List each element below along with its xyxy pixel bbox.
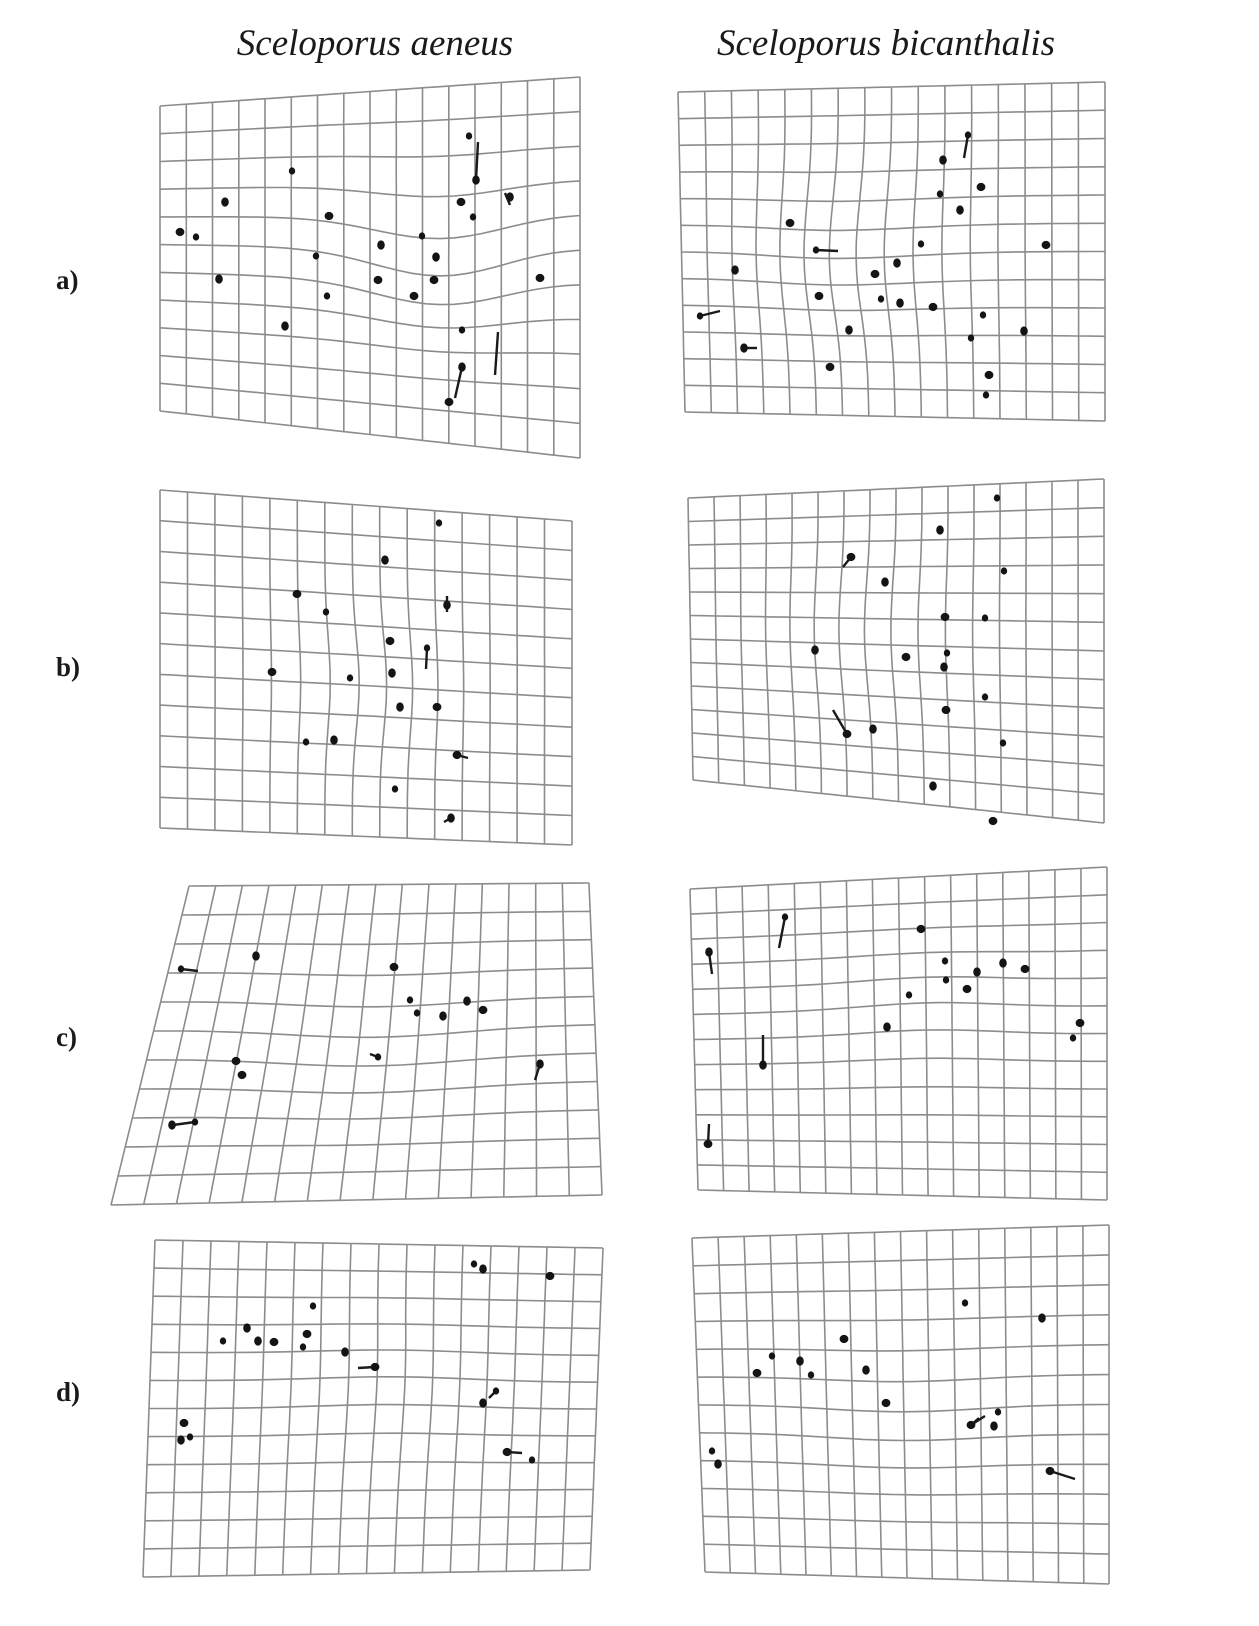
landmark-point — [967, 1421, 976, 1429]
landmark-point — [697, 312, 703, 319]
landmark-point — [917, 925, 926, 933]
grid-line-horizontal — [189, 883, 589, 886]
landmark-point — [929, 303, 938, 311]
landmark-point — [536, 1059, 544, 1068]
landmark-point — [862, 1365, 870, 1374]
landmark-point — [180, 1419, 189, 1427]
grid-line-horizontal — [150, 1377, 598, 1382]
grid-line-vertical — [275, 885, 323, 1202]
grid-line-vertical — [471, 884, 482, 1198]
landmark-point — [381, 555, 389, 564]
landmark-point — [994, 494, 1000, 501]
grid-line-vertical — [977, 874, 980, 1197]
grid-line-vertical — [1055, 870, 1056, 1199]
landmark-point — [221, 197, 229, 206]
grid-line-horizontal — [160, 767, 572, 787]
landmark-point — [1038, 1313, 1046, 1322]
grid-line-horizontal — [160, 797, 572, 815]
landmark-point — [843, 730, 852, 738]
landmark-point — [419, 232, 425, 239]
landmark-point — [390, 963, 399, 971]
row-label-b: b) — [56, 652, 81, 682]
landmark-point — [176, 228, 185, 236]
landmark-point — [168, 1120, 176, 1129]
landmark-point — [929, 781, 937, 790]
landmark-point — [944, 649, 950, 656]
grid-line-vertical — [144, 886, 216, 1205]
landmark-displacement-vector — [779, 917, 785, 948]
landmark-point — [983, 391, 989, 398]
grid-d-aeneus — [143, 1240, 603, 1577]
landmark-point — [300, 1343, 306, 1350]
grid-d-bicanthalis — [692, 1225, 1109, 1584]
landmark-point — [808, 1371, 814, 1378]
grid-line-vertical — [111, 886, 189, 1205]
landmark-point — [447, 813, 455, 822]
grid-line-vertical — [270, 498, 272, 832]
grid-line-vertical — [311, 1243, 323, 1574]
grid-line-horizontal — [160, 552, 572, 580]
grid-line-horizontal — [690, 616, 1104, 623]
grid-line-vertical — [589, 883, 602, 1195]
grid-line-vertical — [756, 90, 764, 414]
grid-line-horizontal — [111, 1195, 602, 1205]
landmark-point — [980, 311, 986, 318]
landmark-point — [1076, 1019, 1085, 1027]
grid-line-horizontal — [684, 359, 1105, 365]
landmark-point — [871, 270, 880, 278]
landmark-point — [883, 1022, 891, 1031]
landmark-point — [1020, 326, 1028, 335]
grid-line-vertical — [901, 1232, 908, 1579]
landmark-point — [270, 1338, 279, 1346]
grid-line-vertical — [951, 875, 954, 1196]
grid-line-vertical — [822, 1234, 831, 1576]
landmark-point — [769, 1352, 775, 1359]
landmark-point — [252, 951, 260, 960]
grid-line-horizontal — [151, 1350, 599, 1355]
landmark-point — [759, 1060, 767, 1069]
grid-line-horizontal — [149, 1405, 597, 1409]
grid-line-vertical — [406, 884, 429, 1199]
landmark-point — [1042, 241, 1051, 249]
landmark-point — [410, 292, 419, 300]
landmark-point — [1001, 567, 1007, 574]
landmark-point — [529, 1456, 535, 1463]
grid-line-vertical — [1031, 1227, 1034, 1581]
landmark-point — [506, 192, 514, 201]
grid-line-horizontal — [689, 536, 1104, 545]
grid-line-vertical — [506, 1247, 519, 1572]
landmark-point — [1021, 965, 1030, 973]
grid-line-horizontal — [680, 195, 1105, 201]
landmark-point — [893, 258, 901, 267]
landmark-point — [439, 1011, 447, 1020]
landmark-point — [941, 613, 950, 621]
landmark-point — [714, 1459, 722, 1468]
grid-line-vertical — [255, 1242, 267, 1575]
grid-line-horizontal — [691, 686, 1104, 708]
landmark-point — [813, 246, 819, 253]
grid-line-vertical — [794, 884, 800, 1193]
landmark-point — [939, 155, 947, 164]
grid-line-vertical — [407, 509, 412, 839]
grid-line-vertical — [340, 885, 376, 1201]
landmark-point — [432, 252, 440, 261]
grid-line-horizontal — [160, 582, 572, 609]
grid-line-vertical — [884, 87, 895, 417]
landmark-point — [942, 706, 951, 714]
landmark-point — [303, 1330, 312, 1338]
landmark-point — [1070, 1034, 1076, 1041]
landmark-point — [982, 614, 988, 621]
landmark-point — [479, 1264, 487, 1273]
landmark-displacement-vector — [495, 332, 498, 375]
landmark-point — [479, 1398, 487, 1407]
grid-line-horizontal — [160, 521, 572, 551]
landmark-point — [289, 167, 295, 174]
grid-line-horizontal — [160, 490, 572, 521]
grid-line-vertical — [1029, 871, 1031, 1198]
landmark-point — [840, 1335, 849, 1343]
grid-line-vertical — [209, 885, 269, 1203]
grid-line-horizontal — [682, 252, 1106, 259]
landmark-point — [942, 957, 948, 964]
landmark-point — [753, 1369, 762, 1377]
landmark-point — [493, 1387, 499, 1394]
landmark-point — [956, 205, 964, 214]
landmark-point — [1000, 739, 1006, 746]
landmark-point — [457, 198, 466, 206]
landmark-point — [193, 233, 199, 240]
landmark-point — [968, 334, 974, 341]
grid-line-vertical — [478, 1246, 491, 1572]
grid-a-bicanthalis — [678, 82, 1105, 421]
grid-line-vertical — [422, 1245, 435, 1573]
grid-line-vertical — [490, 515, 491, 842]
landmark-point — [936, 525, 944, 534]
landmark-point — [430, 276, 439, 284]
landmark-point — [323, 608, 329, 615]
landmark-displacement-vector — [455, 367, 462, 398]
landmark-point — [995, 1408, 1001, 1415]
landmark-point — [999, 958, 1007, 967]
grid-line-horizontal — [148, 1433, 595, 1436]
row-label-d: d) — [56, 1377, 81, 1407]
grid-line-horizontal — [139, 1082, 597, 1093]
grid-line-horizontal — [679, 139, 1105, 146]
grid-line-horizontal — [182, 911, 590, 915]
landmark-point — [811, 645, 819, 654]
grid-line-vertical — [504, 884, 509, 1197]
grid-line-horizontal — [682, 279, 1105, 285]
grid-line-horizontal — [689, 565, 1104, 569]
landmark-point — [396, 702, 404, 711]
grid-line-vertical — [872, 879, 877, 1194]
landmark-point — [347, 674, 353, 681]
landmark-point — [896, 298, 904, 307]
landmark-point — [963, 985, 972, 993]
grid-line-vertical — [242, 885, 296, 1202]
landmark-point — [392, 785, 398, 792]
landmark-point — [943, 976, 949, 983]
landmark-point — [503, 1448, 512, 1456]
landmark-point — [268, 668, 277, 676]
grid-line-vertical — [394, 1245, 407, 1574]
grid-line-vertical — [1005, 1228, 1008, 1581]
landmark-point — [881, 577, 889, 586]
grid-line-horizontal — [160, 705, 572, 727]
grid-line-horizontal — [168, 968, 593, 975]
landmark-point — [433, 703, 442, 711]
landmark-point — [962, 1299, 968, 1306]
landmark-point — [313, 252, 319, 259]
grid-line-vertical — [373, 884, 402, 1199]
grid-line-vertical — [979, 1229, 983, 1580]
landmark-point — [845, 325, 853, 334]
landmark-point — [371, 1363, 380, 1371]
landmark-point — [536, 274, 545, 282]
grid-line-vertical — [731, 91, 737, 413]
landmark-point — [882, 1399, 891, 1407]
landmark-point — [546, 1272, 555, 1280]
grid-line-horizontal — [681, 223, 1105, 230]
landmark-point — [796, 1356, 804, 1365]
landmark-point — [731, 265, 739, 274]
landmark-point — [324, 292, 330, 299]
landmark-point — [407, 996, 413, 1003]
landmark-point — [847, 553, 856, 561]
grid-line-vertical — [283, 1243, 295, 1575]
landmark-point — [704, 1140, 713, 1148]
landmark-point — [232, 1057, 241, 1065]
grid-line-vertical — [352, 505, 359, 836]
landmark-point — [453, 751, 462, 759]
landmark-point — [238, 1071, 247, 1079]
grid-line-horizontal — [160, 828, 572, 845]
landmark-point — [705, 947, 713, 956]
landmark-point — [243, 1323, 251, 1332]
grid-line-vertical — [450, 1246, 463, 1573]
grid-line-horizontal — [691, 663, 1104, 680]
landmark-point — [215, 274, 223, 283]
landmark-point — [902, 653, 911, 661]
landmark-point — [386, 637, 395, 645]
landmark-point — [990, 1421, 998, 1430]
landmark-point — [254, 1336, 262, 1345]
grid-line-vertical — [435, 511, 438, 840]
landmark-displacement-vector — [476, 142, 478, 180]
landmark-point — [471, 1260, 477, 1267]
landmark-point — [187, 1433, 193, 1440]
grid-line-vertical — [846, 881, 851, 1194]
grid-line-vertical — [177, 886, 243, 1204]
grid-line-vertical — [438, 884, 455, 1198]
grid-line-vertical — [899, 878, 903, 1195]
landmark-point — [459, 326, 465, 333]
grid-line-vertical — [367, 1244, 380, 1574]
landmark-point — [709, 1447, 715, 1454]
grid-line-vertical — [874, 1232, 881, 1577]
grid-line-horizontal — [132, 1110, 598, 1119]
grid-line-vertical — [325, 502, 330, 834]
landmark-point — [377, 240, 385, 249]
grid-line-horizontal — [118, 1167, 601, 1176]
grid-line-horizontal — [683, 305, 1105, 310]
grid-line-vertical — [925, 877, 929, 1196]
grid-line-horizontal — [147, 1462, 594, 1465]
landmark-displacement-vector — [816, 250, 838, 251]
landmark-point — [463, 996, 471, 1005]
grid-line-horizontal — [160, 674, 572, 697]
row-label-c: c) — [56, 1022, 77, 1052]
grid-line-vertical — [796, 1235, 806, 1575]
landmark-point — [826, 363, 835, 371]
landmark-point — [786, 219, 795, 227]
grid-c-aeneus — [111, 883, 602, 1205]
landmark-point — [815, 292, 824, 300]
landmark-point — [458, 362, 466, 371]
landmark-point — [937, 190, 943, 197]
landmark-point — [977, 183, 986, 191]
grid-line-vertical — [297, 500, 300, 833]
landmark-point — [424, 644, 430, 651]
landmark-point — [940, 662, 948, 671]
landmark-point — [192, 1118, 198, 1125]
landmark-point — [918, 240, 924, 247]
landmark-point — [445, 398, 454, 406]
landmark-point — [414, 1009, 420, 1016]
grid-line-horizontal — [160, 613, 572, 639]
landmark-point — [472, 175, 480, 184]
landmark-point — [1046, 1467, 1055, 1475]
grid-line-vertical — [770, 1236, 781, 1575]
grid-line-vertical — [927, 1231, 933, 1579]
landmark-point — [388, 668, 396, 677]
row-label-a: a) — [56, 265, 79, 295]
landmark-point — [965, 131, 971, 138]
grid-line-vertical — [536, 883, 537, 1196]
landmark-point — [479, 1006, 488, 1014]
landmark-point — [470, 213, 476, 220]
grid-line-vertical — [953, 1230, 958, 1580]
landmark-point — [178, 965, 184, 972]
grid-line-horizontal — [161, 997, 594, 1007]
grid-line-vertical — [462, 513, 464, 841]
grid-line-vertical — [562, 883, 569, 1195]
grid-line-vertical — [1003, 873, 1005, 1198]
grid-line-vertical — [780, 90, 790, 415]
landmark-point — [878, 295, 884, 302]
grid-line-horizontal — [152, 1324, 600, 1329]
grid-line-vertical — [307, 885, 349, 1201]
landmark-point — [281, 321, 289, 330]
landmark-point — [869, 724, 877, 733]
grid-line-horizontal — [691, 639, 1105, 651]
landmark-point — [740, 343, 748, 352]
landmark-point — [782, 913, 788, 920]
landmark-point — [436, 519, 442, 526]
column-title-bicanthalis: Sceloporus bicanthalis — [716, 23, 1056, 64]
landmark-point — [973, 967, 981, 976]
grid-a-aeneus — [160, 77, 580, 458]
grid-line-horizontal — [683, 332, 1105, 336]
grid-line-horizontal — [692, 710, 1104, 738]
landmark-point — [989, 817, 998, 825]
landmark-point — [310, 1302, 316, 1309]
grid-b-bicanthalis — [688, 479, 1104, 825]
column-title-aeneus: Sceloporus aeneus — [236, 23, 514, 64]
landmark-point — [443, 600, 451, 609]
landmark-point — [330, 735, 338, 744]
grid-line-vertical — [913, 86, 921, 417]
landmark-point — [374, 276, 383, 284]
landmark-point — [341, 1347, 349, 1356]
grid-line-vertical — [820, 882, 826, 1193]
landmark-point — [375, 1053, 381, 1060]
landmark-point — [325, 212, 334, 220]
grid-line-horizontal — [175, 940, 592, 945]
grid-line-horizontal — [125, 1138, 599, 1147]
grid-line-vertical — [856, 88, 869, 416]
grid-line-horizontal — [160, 644, 572, 669]
grid-line-horizontal — [690, 592, 1104, 594]
landmark-point — [220, 1337, 226, 1344]
grid-line-vertical — [848, 1233, 856, 1576]
landmark-point — [303, 738, 309, 745]
grid-line-horizontal — [680, 167, 1105, 173]
landmark-point — [906, 991, 912, 998]
landmark-point — [177, 1435, 185, 1444]
landmark-point — [982, 693, 988, 700]
grid-line-vertical — [339, 1244, 351, 1574]
landmark-point — [466, 132, 472, 139]
grid-line-horizontal — [153, 1296, 601, 1302]
grid-line-vertical — [942, 86, 948, 418]
landmark-point — [293, 590, 302, 598]
grid-c-bicanthalis — [690, 867, 1107, 1200]
grid-b-aeneus — [160, 490, 572, 845]
landmark-displacement-vector — [173, 1122, 195, 1125]
grid-line-vertical — [242, 496, 243, 831]
grid-line-horizontal — [160, 736, 572, 757]
landmark-point — [985, 371, 994, 379]
grid-line-horizontal — [154, 1025, 595, 1038]
